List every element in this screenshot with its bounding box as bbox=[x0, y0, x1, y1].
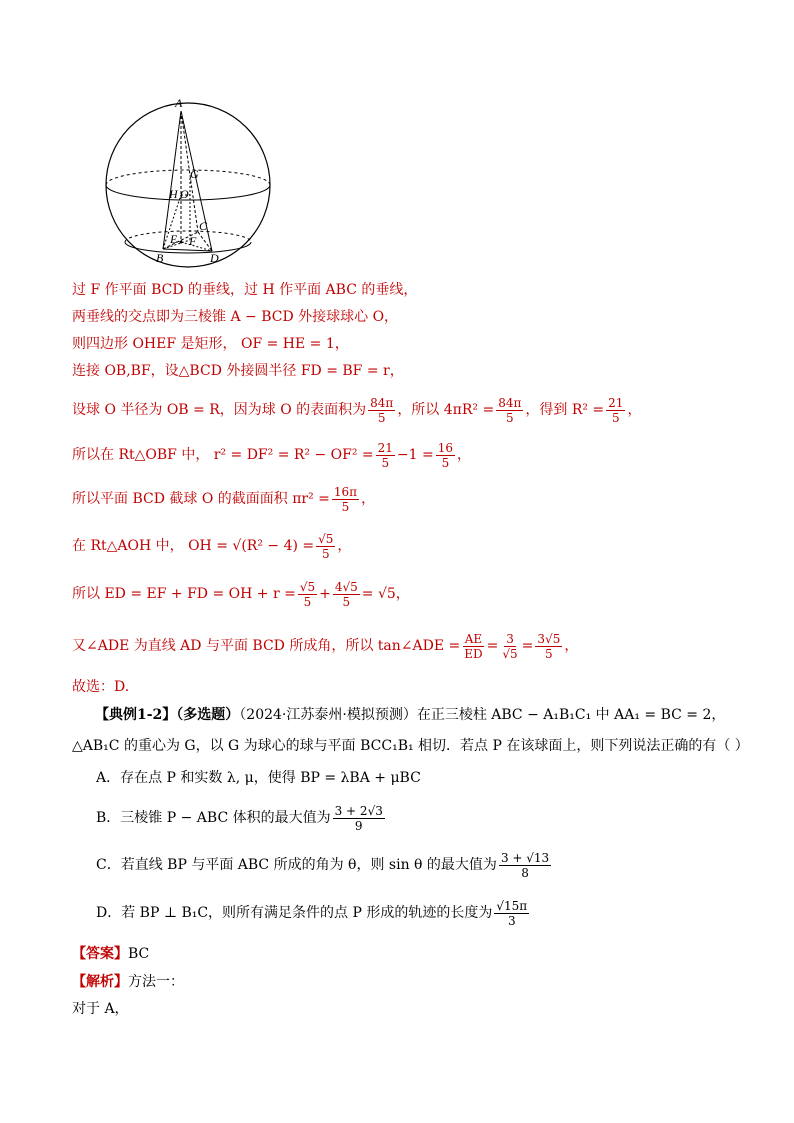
figure-label-E: E bbox=[170, 232, 178, 246]
fraction bbox=[333, 580, 360, 609]
fraction-denominator: 3 bbox=[507, 913, 516, 928]
option-a: A．存在点 P 和实数 λ, μ，使得 BP = λBA + μBC bbox=[96, 770, 421, 786]
example-source: （2024·江苏泰州·模拟预测） bbox=[239, 707, 417, 723]
fraction-numerator: 21 bbox=[608, 395, 624, 410]
fraction bbox=[316, 532, 335, 561]
answer-value: BC bbox=[128, 946, 150, 962]
fraction-denominator: √5 bbox=[502, 646, 518, 661]
analysis-label: 【解析】 bbox=[72, 974, 128, 990]
solution-conclusion: 故选：D. bbox=[72, 679, 130, 695]
option-b-text: B．三棱锥 P − ABC 体积的最大值为 bbox=[96, 810, 331, 826]
fraction-denominator: 5 bbox=[303, 594, 312, 609]
fraction-denominator: 5 bbox=[441, 455, 450, 470]
text-segment: ，所以 4πR² = bbox=[397, 402, 495, 418]
example-tag: 【典例1-2】 bbox=[95, 707, 177, 723]
example-type: （多选题） bbox=[176, 707, 240, 723]
figure-label-O: O bbox=[180, 187, 189, 201]
fraction bbox=[298, 580, 317, 609]
sphere-figure bbox=[0, 0, 794, 270]
text-segment: ， bbox=[564, 638, 579, 654]
fraction bbox=[332, 485, 359, 514]
example-header bbox=[95, 705, 725, 725]
fraction-numerator: 84π bbox=[370, 395, 394, 410]
solution-line-9 bbox=[72, 576, 410, 612]
fraction-denominator: 5 bbox=[377, 410, 386, 425]
fraction-numerator: 16π bbox=[333, 484, 358, 499]
example-stem-2: △AB₁C 的重心为 G，以 G 为球心的球与平面 BCC₁B₁ 相切．若点 P 在该球面上，则下列说法正确的有（ ） bbox=[72, 738, 749, 754]
fraction-numerator: 3 + 2√3 bbox=[334, 803, 383, 818]
text-segment: = bbox=[486, 638, 499, 654]
text-segment: −1 = bbox=[396, 447, 434, 463]
text-segment: ， bbox=[361, 491, 376, 507]
fraction-numerator: √5 bbox=[299, 579, 316, 594]
figure-label-B: B bbox=[156, 251, 164, 265]
option-c bbox=[96, 845, 553, 885]
text-segment: 所以 ED = EF + FD = OH + r = bbox=[72, 586, 296, 602]
fraction bbox=[535, 632, 562, 661]
text-segment: ， bbox=[457, 447, 472, 463]
analysis-item-a: 对于 A， bbox=[72, 1001, 129, 1017]
fraction bbox=[376, 441, 395, 470]
text-segment: 所以平面 BCD 截球 O 的截面面积 πr² = bbox=[72, 491, 330, 507]
fraction bbox=[494, 899, 529, 928]
text-segment: + bbox=[319, 586, 331, 602]
figure-label-F: F bbox=[189, 234, 197, 248]
figure-label-D: D bbox=[210, 251, 219, 265]
option-d bbox=[96, 893, 531, 933]
solution-line-5 bbox=[72, 392, 641, 428]
analysis-line bbox=[72, 972, 184, 992]
figure-label-H: H bbox=[169, 187, 178, 201]
solution-line-7 bbox=[72, 481, 375, 517]
solution-line-2: 两垂线的交点即为三棱锥 A − BCD 外接球球心 O， bbox=[72, 309, 399, 325]
fraction-numerator: 16 bbox=[437, 440, 454, 455]
option-c-text: C．若直线 BP 与平面 ABC 所成的角为 θ，则 sin θ 的最大值为 bbox=[96, 857, 497, 873]
text-segment: = √5， bbox=[361, 586, 410, 602]
solution-line-8 bbox=[72, 528, 351, 564]
solution-line-4: 连接 OB,BF，设△BCD 外接圆半径 FD = BF = r， bbox=[72, 363, 404, 379]
fraction-denominator: 9 bbox=[354, 818, 363, 833]
fraction-numerator: 4√5 bbox=[334, 579, 358, 594]
fraction-numerator: 84π bbox=[498, 395, 522, 410]
option-d-text: D．若 BP ⊥ B₁C，则所有满足条件的点 P 形成的轨迹的长度为 bbox=[96, 905, 493, 921]
fraction-denominator: 5 bbox=[381, 455, 390, 470]
fraction bbox=[606, 396, 625, 425]
fraction-denominator: 5 bbox=[321, 546, 330, 561]
example-stem-1: 在正三棱柱 ABC − A₁B₁C₁ 中 AA₁ = BC = 2， bbox=[416, 707, 726, 723]
solution-line-6 bbox=[72, 437, 471, 473]
text-segment: 所以在 Rt△OBF 中， r² = DF² = R² − OF² = bbox=[72, 447, 374, 463]
fraction-numerator: 21 bbox=[377, 440, 393, 455]
fraction bbox=[500, 632, 519, 661]
fraction-denominator: 5 bbox=[545, 646, 553, 661]
option-b bbox=[96, 798, 387, 838]
fraction-numerator: 3 + √13 bbox=[500, 850, 550, 865]
fraction bbox=[496, 396, 523, 425]
fraction-denominator: ED bbox=[464, 646, 483, 661]
fraction-numerator: √5 bbox=[318, 531, 334, 546]
text-segment: ， bbox=[627, 402, 642, 418]
fraction-denominator: 8 bbox=[521, 865, 529, 880]
fraction bbox=[436, 441, 455, 470]
fraction-numerator: 3√5 bbox=[537, 631, 561, 646]
figure-label-C: C bbox=[199, 219, 208, 233]
fraction-denominator: 5 bbox=[341, 499, 350, 514]
answer-label: 【答案】 bbox=[72, 946, 128, 962]
solution-line-10 bbox=[72, 627, 578, 665]
fraction-denominator: 5 bbox=[505, 410, 514, 425]
fraction-numerator: 3 bbox=[506, 631, 514, 646]
fraction bbox=[333, 804, 385, 833]
answer-line bbox=[72, 944, 149, 964]
fraction-numerator: AE bbox=[464, 631, 483, 646]
fraction bbox=[368, 396, 395, 425]
text-segment: ， bbox=[337, 538, 352, 554]
fraction bbox=[499, 851, 551, 880]
text-segment: ，得到 R² = bbox=[525, 402, 605, 418]
text-segment: 在 Rt△AOH 中， OH = √(R² − 4) = bbox=[72, 538, 315, 554]
fraction-denominator: 5 bbox=[611, 410, 620, 425]
text-segment: 设球 O 半径为 OB = R，因为球 O 的表面积为 bbox=[72, 402, 367, 418]
solution-line-1: 过 F 作平面 BCD 的垂线，过 H 作平面 ABC 的垂线， bbox=[72, 282, 418, 298]
fraction-numerator: √15π bbox=[496, 898, 528, 913]
figure-label-A: A bbox=[175, 96, 183, 110]
text-segment: 又∠ADE 为直线 AD 与平面 BCD 所成角，所以 tan∠ADE = bbox=[72, 638, 461, 654]
figure-label-G: G bbox=[190, 167, 199, 181]
solution-line-3: 则四边形 OHEF 是矩形， OF = HE = 1， bbox=[72, 336, 349, 352]
fraction-denominator: 5 bbox=[342, 594, 351, 609]
analysis-value: 方法一： bbox=[128, 974, 184, 990]
fraction bbox=[462, 632, 484, 661]
text-segment: = bbox=[521, 638, 534, 654]
